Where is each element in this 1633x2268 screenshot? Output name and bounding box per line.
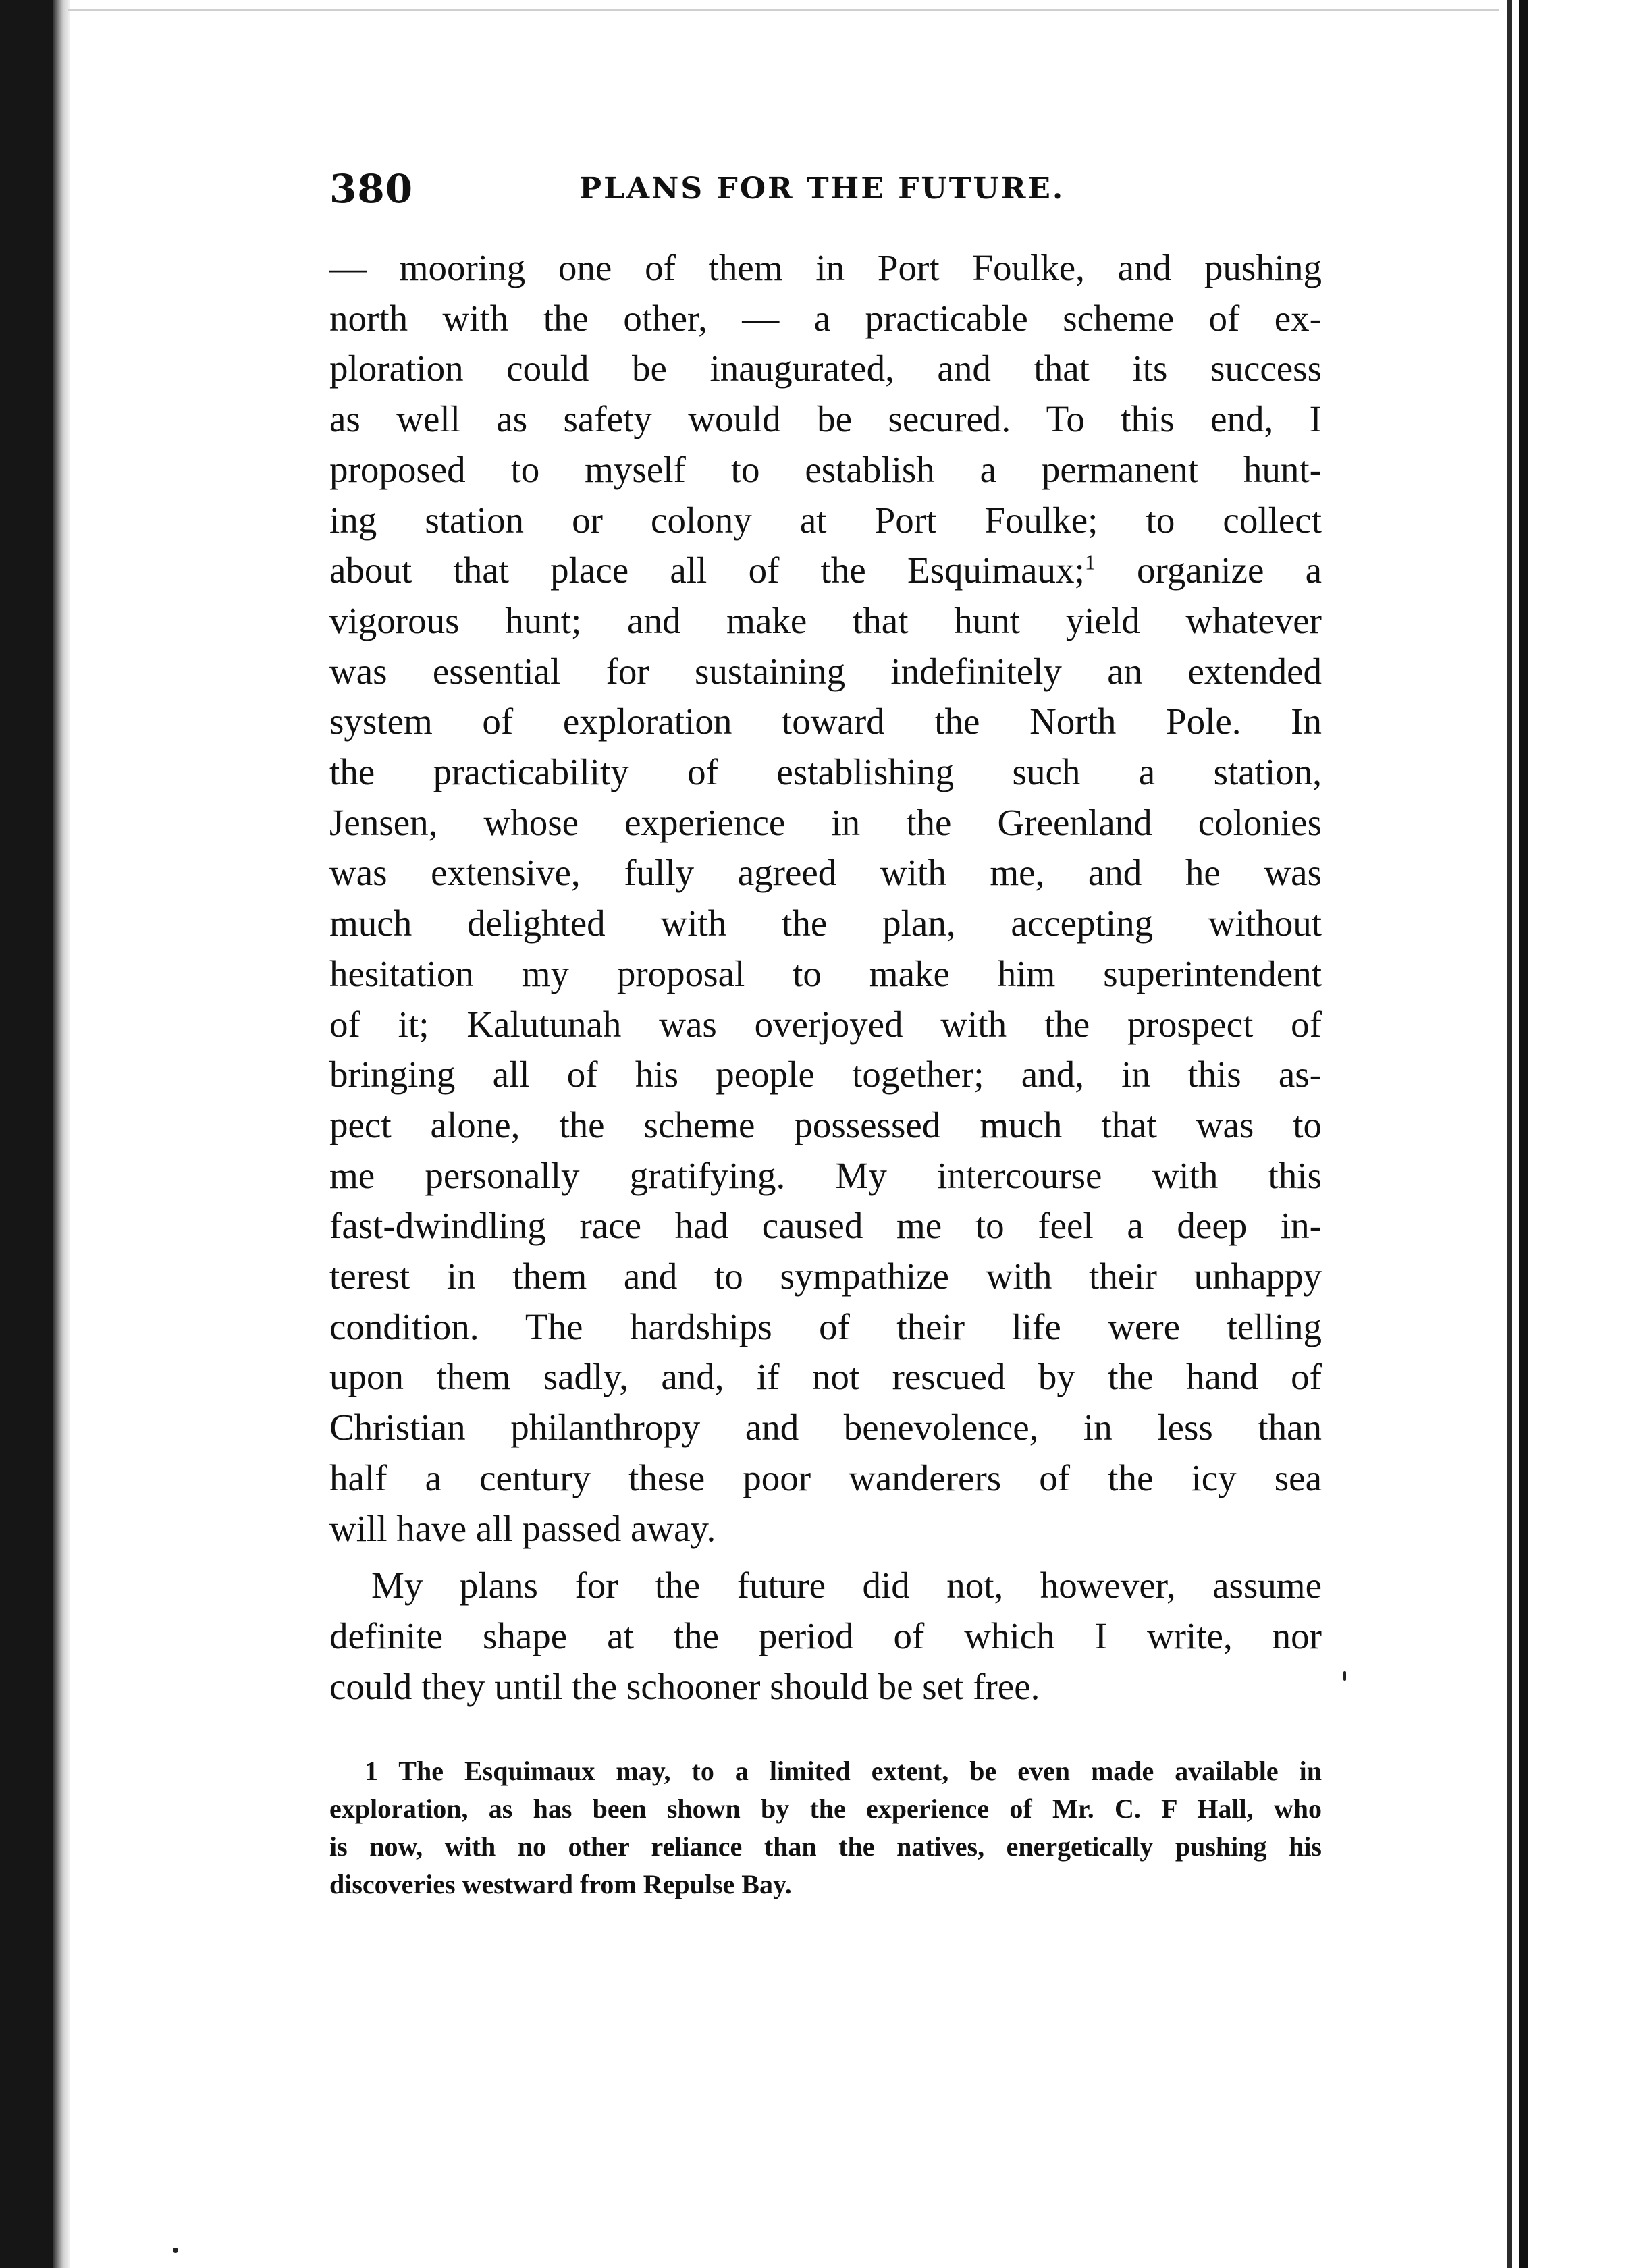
- paragraph-1: [329, 243, 1322, 1554]
- footnote-line: exploration, as has been shown by the experience of Mr. C. F Hall, who: [329, 1793, 1322, 1825]
- footnote: [329, 1752, 1322, 1904]
- text-line: terest in them and to sympathize with their unhappy: [329, 1256, 1322, 1297]
- text-line: of it; Kalutunah was overjoyed with the prospect of: [329, 1003, 1322, 1045]
- text-line: Christian philanthropy and benevolence, in less than: [329, 1407, 1322, 1449]
- text-line: — mooring one of them in Port Foulke, and pushing: [329, 247, 1322, 288]
- text-line-head: about that place all of the Esquimaux;: [329, 549, 1085, 591]
- text-line: was extensive, fully agreed with me, and he was: [329, 852, 1322, 894]
- text-line: was essential for sustaining indefinitely an extended: [329, 650, 1322, 692]
- text-line-with-footnote: [329, 545, 1322, 596]
- text-line: could they until the schooner should be set free.: [329, 1665, 1040, 1707]
- text-line: half a century these poor wanderers of the icy sea: [329, 1457, 1322, 1498]
- text-line: ploration could be inaugurated, and that its success: [329, 348, 1322, 389]
- ink-speck: [1343, 1671, 1346, 1681]
- text-line: the practicability of establishing such a station,: [329, 751, 1322, 793]
- footnote-line: 1 The Esquimaux may, to a limited extent, be even made available in: [365, 1756, 1322, 1787]
- text-line: pect alone, the scheme possessed much that was to: [329, 1104, 1322, 1145]
- text-line: condition. The hardships of their life were telling: [329, 1305, 1322, 1347]
- book-binding-left: [0, 0, 53, 2268]
- page-header: [329, 162, 1322, 223]
- text-line-tail: organize a: [1095, 549, 1322, 591]
- text-line: definite shape at the period of which I write, nor: [329, 1615, 1322, 1656]
- text-line: proposed to myself to establish a permanent hunt-: [329, 448, 1322, 490]
- text-line: vigorous hunt; and make that hunt yield whatever: [329, 599, 1322, 641]
- text-line: bringing all of his people together; and, in this as-: [329, 1054, 1322, 1096]
- text-line: system of exploration toward the North Pole. In: [329, 701, 1322, 742]
- text-line: fast-dwindling race had caused me to feel a deep in-: [329, 1205, 1322, 1247]
- page-number: 380: [329, 166, 414, 212]
- text-line: me personally gratifying. My intercourse with this: [329, 1154, 1322, 1196]
- book-edge-right-outer: [1519, 0, 1528, 2268]
- footnote-reference: 1: [1084, 549, 1096, 574]
- book-edge-right-inner: [1507, 0, 1512, 2268]
- page-top-edge: [68, 9, 1499, 11]
- running-title: PLANS FOR THE FUTURE.: [579, 171, 1065, 206]
- text-line: hesitation my proposal to make him superintendent: [329, 952, 1322, 994]
- text-line: My plans for the future did not, however, assume: [371, 1565, 1322, 1606]
- text-line: Jensen, whose experience in the Greenland colonies: [329, 801, 1322, 843]
- text-line: much delighted with the plan, accepting without: [329, 902, 1322, 944]
- text-line: will have all passed away.: [329, 1507, 716, 1549]
- text-line: upon them sadly, and, if not rescued by the hand of: [329, 1356, 1322, 1398]
- text-line: ing station or colony at Port Foulke; to collect: [329, 499, 1322, 541]
- text-line: north with the other, — a practicable scheme of ex-: [329, 297, 1322, 339]
- binding-shadow-left: [53, 0, 70, 2268]
- ink-speck: [173, 2248, 178, 2253]
- footnote-line: discoveries westward from Repulse Bay.: [329, 1869, 792, 1900]
- footnote-line: is now, with no other reliance than the natives, energetically pushing his: [329, 1831, 1322, 1862]
- text-line: as well as safety would be secured. To this end, I: [329, 398, 1322, 440]
- book-page: [329, 162, 1322, 1904]
- paragraph-2: [329, 1561, 1322, 1712]
